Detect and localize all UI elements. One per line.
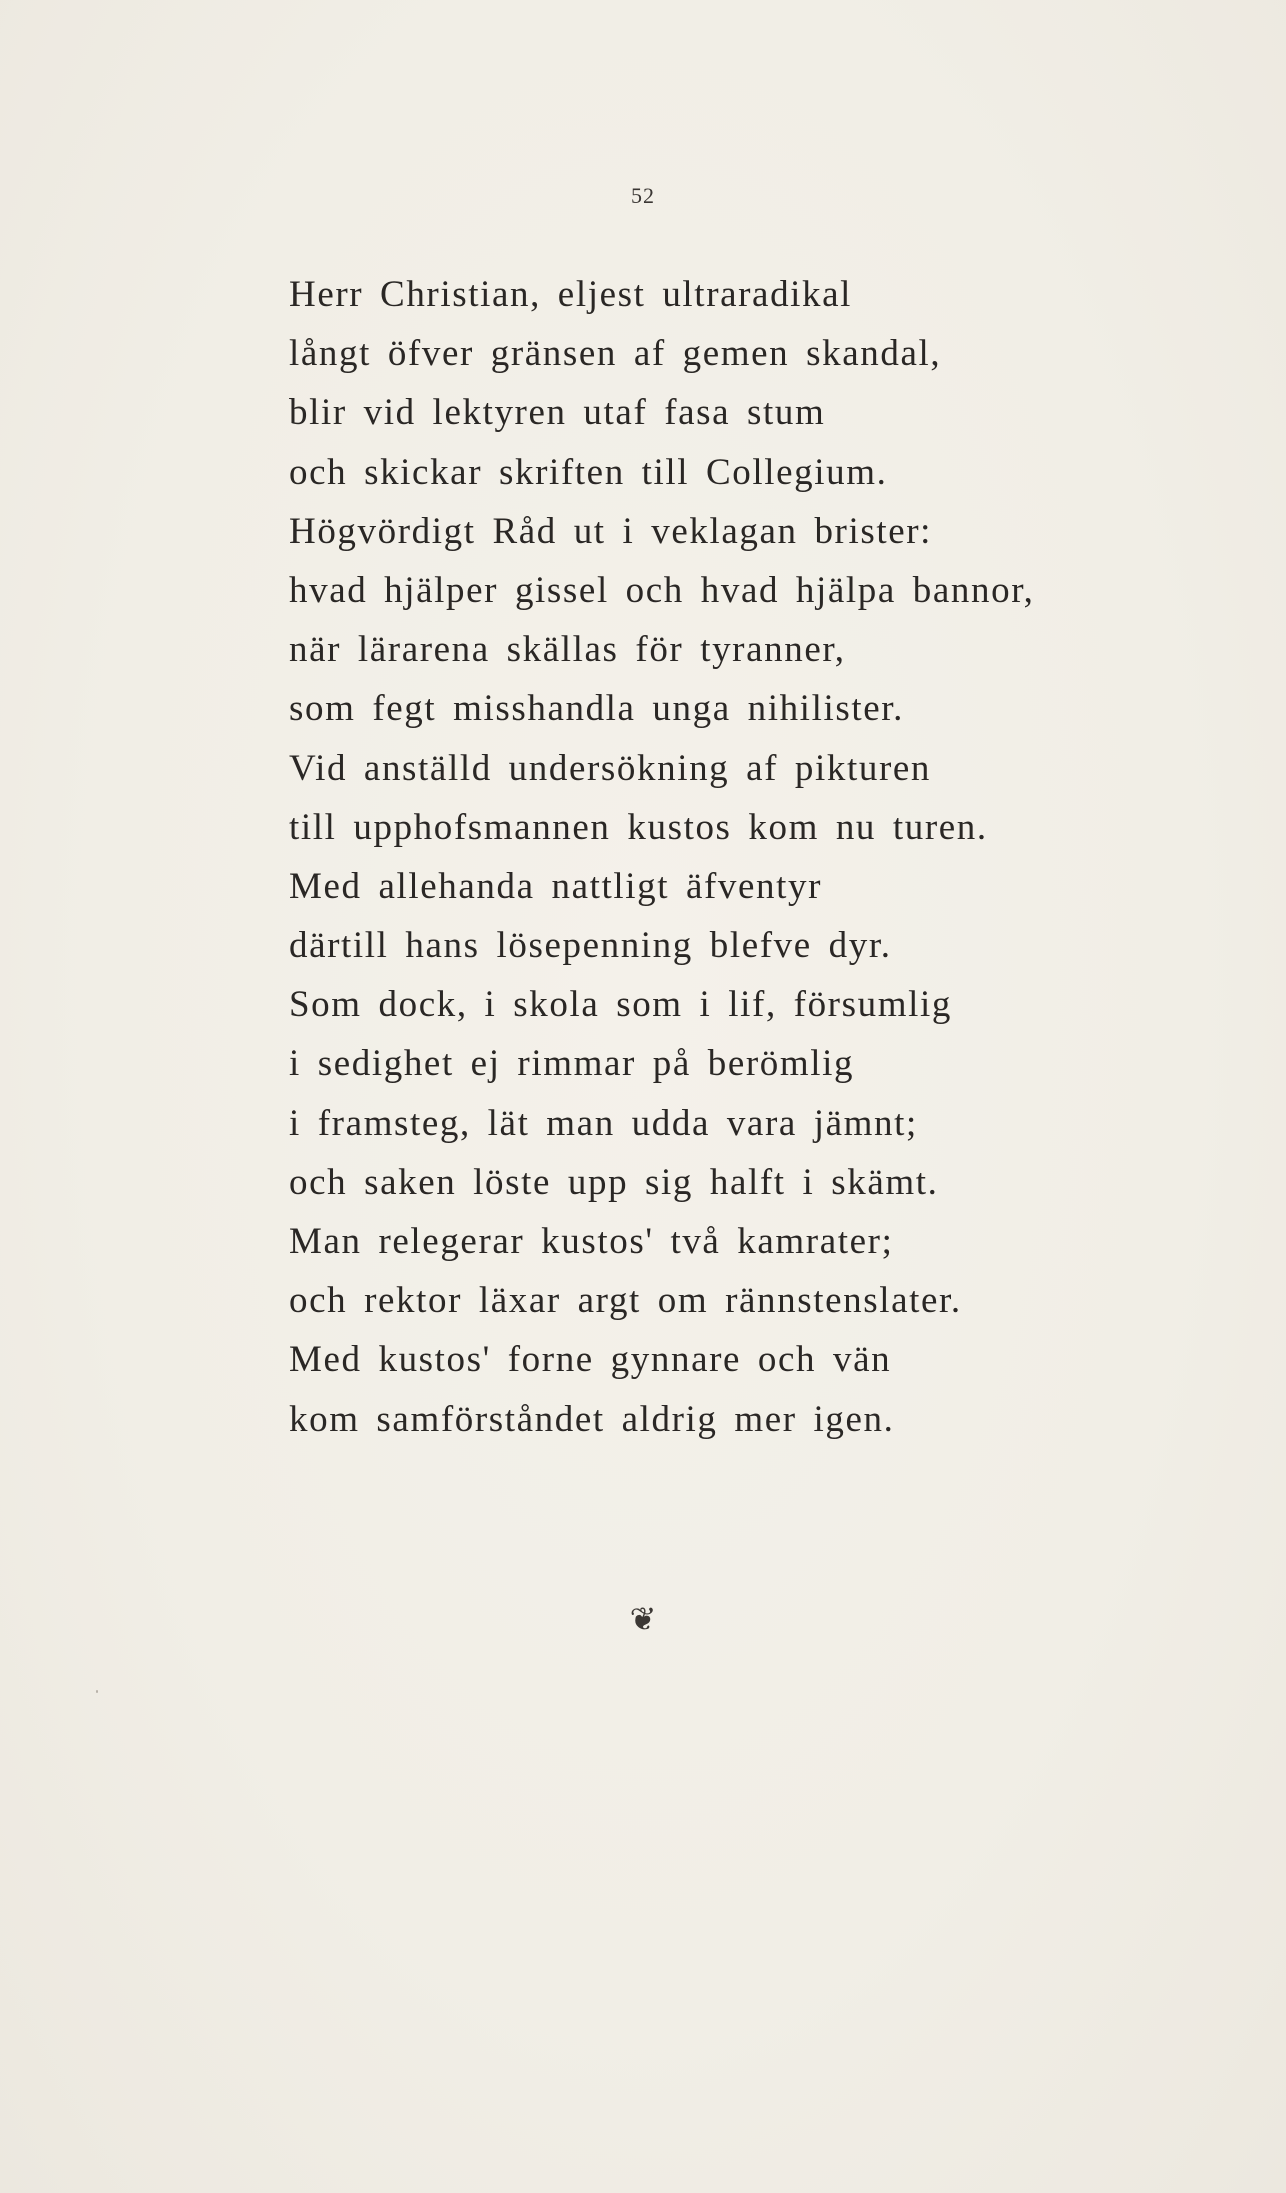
poem-line: Högvördigt Råd ut i veklagan brister: (289, 510, 933, 552)
poem-line: därtill hans lösepenning blefve dyr. (289, 925, 892, 967)
poem-line: Med kustos' forne gynnare och vän (289, 1339, 892, 1381)
poem-line: i framsteg, lät man udda vara jämnt; (289, 1102, 918, 1144)
poem-line: Som dock, i skola som i lif, försumlig (289, 984, 952, 1026)
poem-line: till upphofsmannen kustos kom nu turen. (289, 806, 988, 848)
poem-line: blir vid lektyren utaf fasa stum (289, 392, 826, 434)
poem-line: och skickar skriften till Collegium. (289, 451, 888, 493)
poem-line: och saken löste upp sig halft i skämt. (289, 1161, 939, 1203)
poem-line: kom samförståndet aldrig mer igen. (289, 1398, 895, 1440)
poem-line: Med allehanda nattligt äfventyr (289, 865, 823, 907)
poem-line: Herr Christian, eljest ultraradikal (289, 274, 853, 315)
paper-speck (96, 1690, 98, 1693)
poem-line: hvad hjälper gissel och hvad hjälpa bannor, (289, 569, 1035, 611)
poem-line: långt öfver gränsen af gemen skandal, (289, 333, 942, 375)
page-number: 52 (631, 183, 655, 208)
poem-line: och rektor läxar argt om rännstenslater. (289, 1280, 962, 1322)
poem-line: som fegt misshandla unga nihilister. (289, 688, 904, 730)
poem-line: i sedighet ej rimmar på berömlig (289, 1043, 855, 1085)
poem-line: Vid anställd undersökning af pikturen (289, 747, 932, 789)
fleuron-icon: ❦ (629, 1601, 657, 1637)
poem-line: när lärarena skällas för tyranner, (289, 629, 846, 671)
poem-body (289, 265, 1249, 1449)
poem-line: Man relegerar kustos' två kamrater; (289, 1221, 894, 1262)
